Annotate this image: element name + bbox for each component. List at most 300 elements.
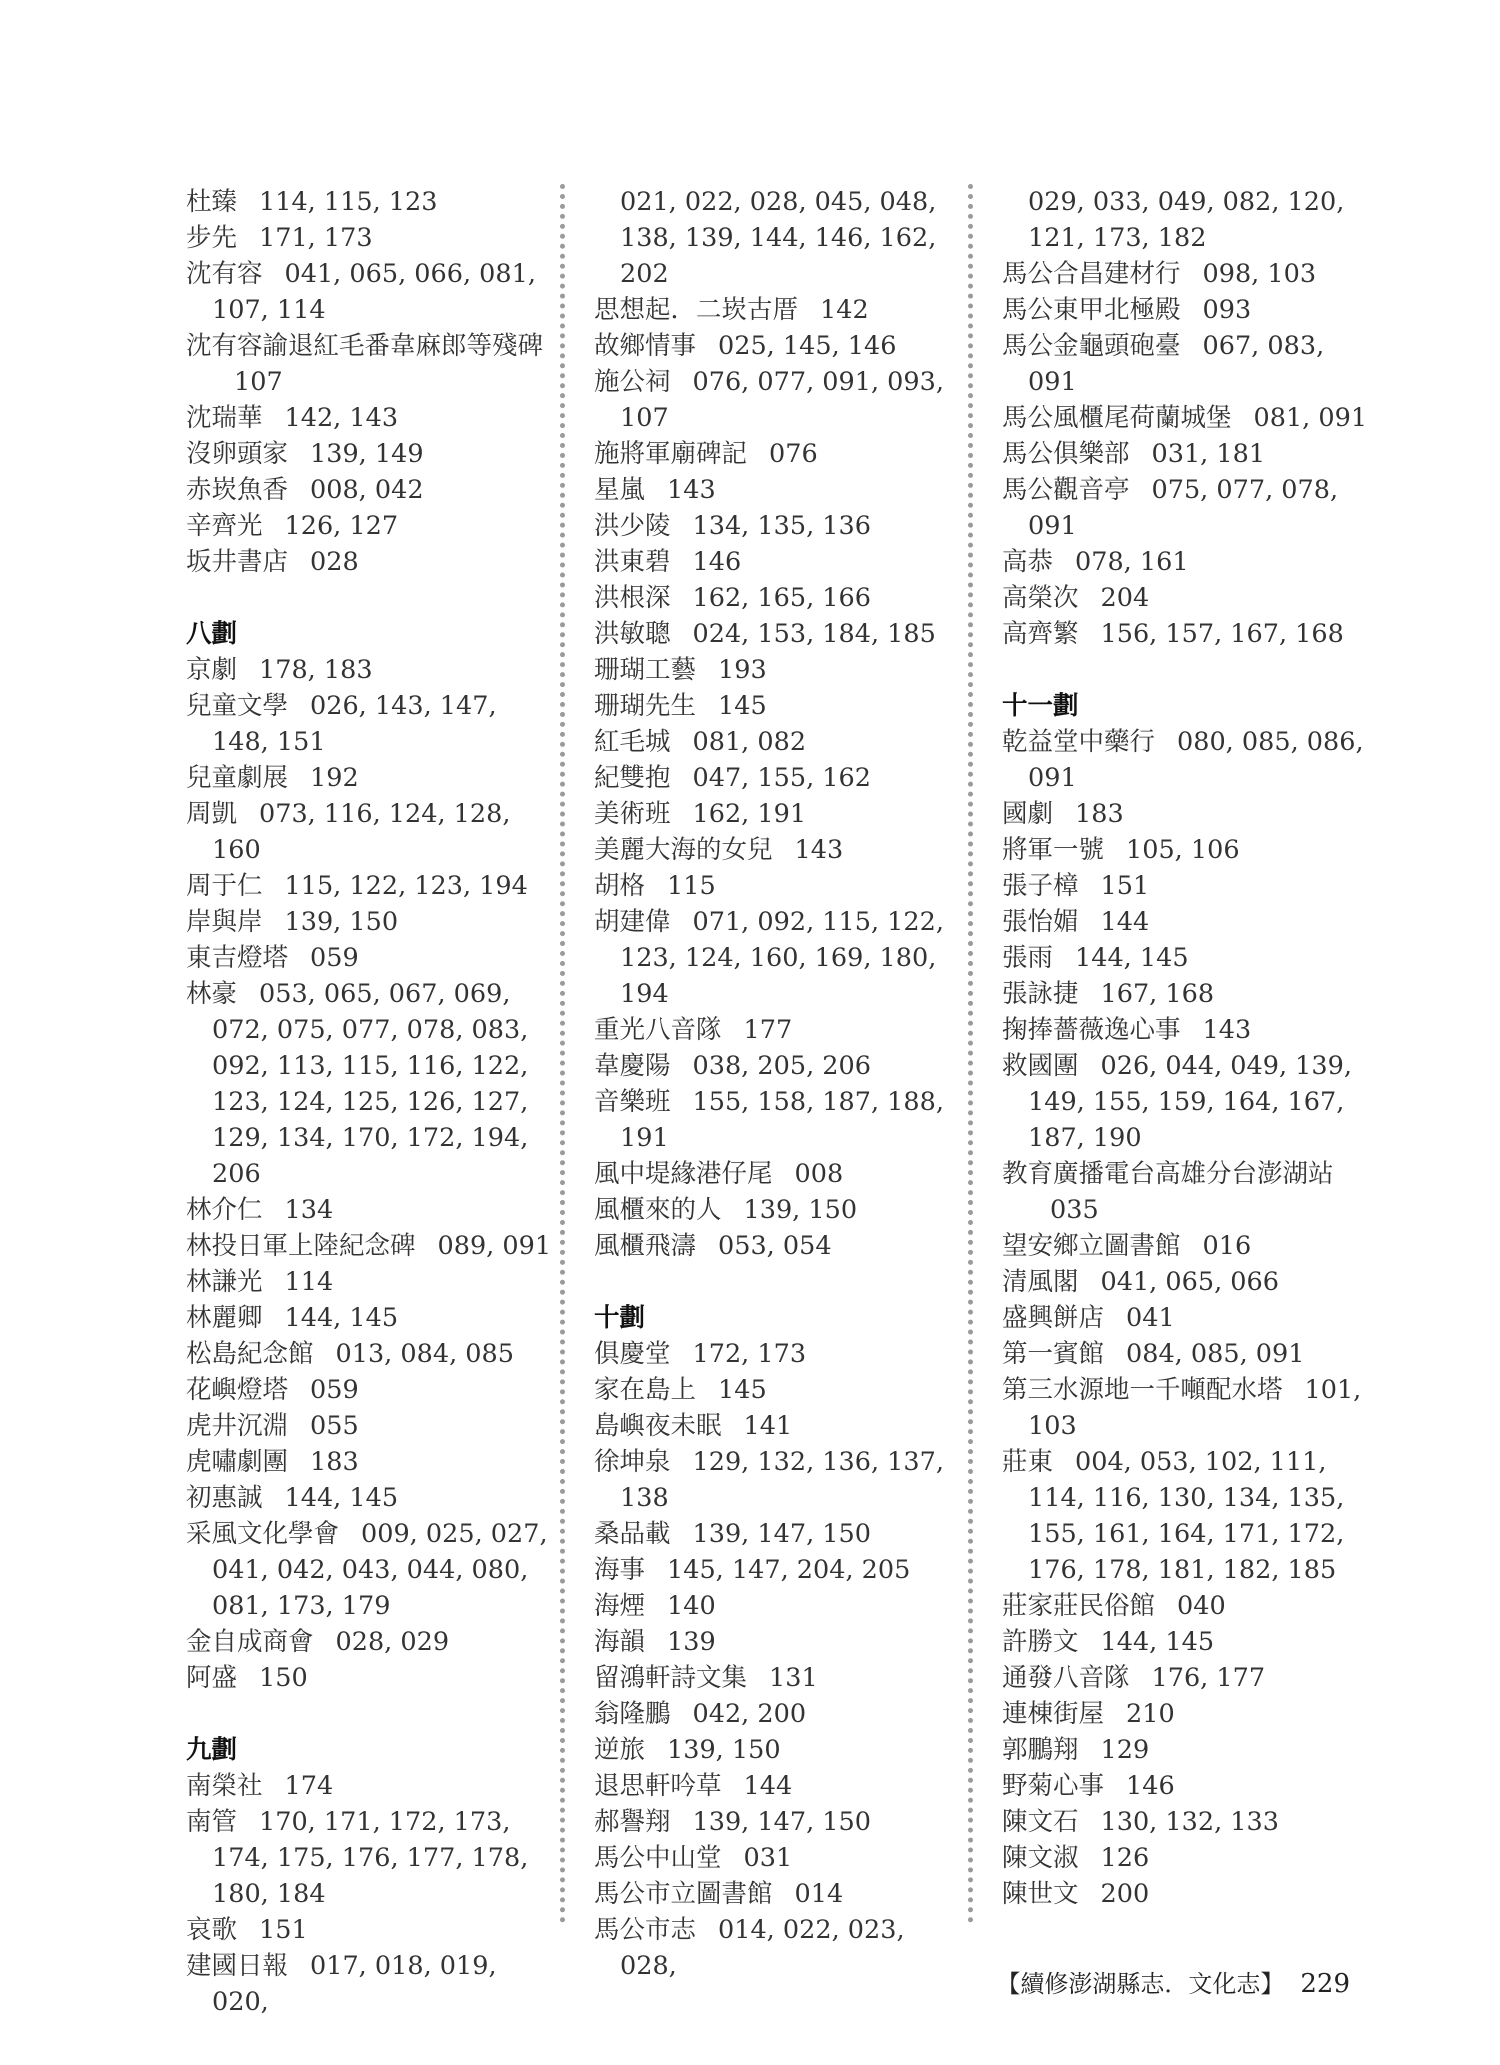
entry-term: 馬公觀音亭 <box>1002 475 1130 505</box>
entry-term: 盛興餅店 <box>1002 1303 1105 1333</box>
index-entry <box>1002 868 1372 904</box>
index-entry <box>186 1948 556 2020</box>
index-entry <box>186 976 556 1192</box>
entry-term: 林介仁 <box>186 1195 263 1225</box>
entry-pages: 146 <box>1126 1771 1175 1801</box>
index-entry <box>186 1336 556 1372</box>
index-entry <box>186 688 556 760</box>
index-entry <box>594 1444 964 1516</box>
entry-term: 美麗大海的女兒 <box>594 835 773 865</box>
entry-pages: 174 <box>284 1771 334 1801</box>
column-divider <box>968 184 973 1924</box>
entry-term: 海事 <box>594 1555 646 1585</box>
entry-term: 沒卵頭家 <box>186 439 289 469</box>
entry-pages: 139 <box>667 1627 716 1657</box>
index-entry <box>1002 1228 1372 1264</box>
entry-pages: 176, 177 <box>1151 1663 1266 1693</box>
entry-term: 許勝文 <box>1002 1627 1079 1657</box>
entry-pages: 055 <box>310 1411 359 1441</box>
entry-term: 馬公風櫃尾荷蘭城堡 <box>1002 403 1232 433</box>
entry-term: 張詠捷 <box>1002 979 1079 1009</box>
entry-pages: 028 <box>310 547 359 577</box>
entry-pages: 142, 143 <box>284 403 399 433</box>
entry-term: 施公祠 <box>594 367 671 397</box>
entry-term: 思想起．二崁古厝 <box>594 295 799 325</box>
entry-term: 高齊繁 <box>1002 619 1079 649</box>
entry-term: 郝譽翔 <box>594 1807 671 1837</box>
index-entry <box>594 1912 964 1984</box>
entry-pages: 155, 158, 187, 188, 191 <box>620 1087 944 1153</box>
entry-term: 陳文淑 <box>1002 1843 1079 1873</box>
index-entry <box>186 1912 556 1948</box>
entry-pages: 028, 029 <box>335 1627 450 1657</box>
index-entry <box>186 1228 556 1264</box>
entry-pages: 193 <box>718 655 767 685</box>
entry-pages: 200 <box>1100 1879 1150 1909</box>
entry-pages: 162, 165, 166 <box>692 583 871 613</box>
entry-pages: 115 <box>667 871 716 901</box>
entry-pages: 162, 191 <box>692 799 807 829</box>
entry-pages: 139, 147, 150 <box>692 1519 871 1549</box>
index-entry <box>594 472 964 508</box>
entry-term: 馬公市立圖書館 <box>594 1879 773 1909</box>
entry-term: 初惠誠 <box>186 1483 263 1513</box>
entry-pages: 013, 084, 085 <box>335 1339 514 1369</box>
index-entry <box>1002 1300 1372 1336</box>
entry-term: 望安鄉立圖書館 <box>1002 1231 1181 1261</box>
entry-pages: 035 <box>1050 1195 1099 1225</box>
entry-term: 清風閣 <box>1002 1267 1079 1297</box>
entry-pages: 141 <box>743 1411 793 1441</box>
entry-term: 美術班 <box>594 799 671 829</box>
entry-term: 林豪 <box>186 979 238 1009</box>
entry-pages: 026, 044, 049, 139, 149, 155, 159, 164, 167, 187, 190 <box>1028 1051 1352 1153</box>
index-entry <box>186 184 556 220</box>
index-entry <box>1002 1264 1372 1300</box>
footer-title: 【續修澎湖縣志．文化志】 <box>996 1970 1285 1998</box>
entry-pages: 017, 018, 019, 020, <box>212 1951 497 2017</box>
entry-pages: 145, 147, 204, 205 <box>667 1555 911 1585</box>
entry-pages: 130, 132, 133 <box>1100 1807 1279 1837</box>
entry-term: 虎嘯劇團 <box>186 1447 289 1477</box>
index-entry <box>1002 1156 1372 1228</box>
index-entry <box>594 1804 964 1840</box>
index-entry <box>594 364 964 436</box>
entry-term: 林麗卿 <box>186 1303 263 1333</box>
entry-pages: 031, 181 <box>1151 439 1266 469</box>
index-entry <box>1002 580 1372 616</box>
entry-term: 國劇 <box>1002 799 1054 829</box>
entry-term: 家在島上 <box>594 1375 697 1405</box>
entry-pages: 139, 150 <box>743 1195 858 1225</box>
entry-term: 兒童劇展 <box>186 763 289 793</box>
index-entry <box>1002 940 1372 976</box>
entry-term: 花嶼燈塔 <box>186 1375 289 1405</box>
index-entry <box>1002 256 1372 292</box>
index-entry <box>186 544 556 580</box>
entry-pages: 067, 083, 091 <box>1028 331 1325 397</box>
index-entry <box>594 724 964 760</box>
entry-pages: 134, 135, 136 <box>692 511 871 541</box>
index-entry <box>594 688 964 724</box>
index-entry <box>1002 1660 1372 1696</box>
index-entry <box>1002 1336 1372 1372</box>
entry-term: 馬公金龜頭砲臺 <box>1002 331 1181 361</box>
entry-term: 莊家莊民俗館 <box>1002 1591 1156 1621</box>
entry-pages: 146 <box>692 547 742 577</box>
index-entry-continuation <box>594 184 964 292</box>
entry-pages: 031 <box>743 1843 793 1873</box>
entry-term: 張子樟 <box>1002 871 1079 901</box>
entry-pages: 170, 171, 172, 173, 174, 175, 176, 177, 178, 180, 184 <box>212 1807 529 1909</box>
entry-term: 教育廣播電台高雄分台澎湖站 <box>1002 1159 1334 1189</box>
index-entry <box>1002 544 1372 580</box>
entry-term: 紅毛城 <box>594 727 671 757</box>
entry-term: 沈瑞華 <box>186 403 263 433</box>
index-entry <box>1002 1588 1372 1624</box>
page-footer <box>996 1964 1350 1999</box>
entry-pages: 144, 145 <box>1075 943 1189 973</box>
entry-pages: 081, 082 <box>692 727 807 757</box>
index-entry <box>594 832 964 868</box>
entry-pages: 144 <box>1100 907 1150 937</box>
index-entry <box>594 1372 964 1408</box>
entry-term: 馬公俱樂部 <box>1002 439 1130 469</box>
entry-term: 掬捧薔薇逸心事 <box>1002 1015 1181 1045</box>
entry-term: 胡建偉 <box>594 907 671 937</box>
entry-term: 紀雙抱 <box>594 763 671 793</box>
entry-pages: 144, 145 <box>284 1483 399 1513</box>
entry-pages: 177 <box>743 1015 793 1045</box>
entry-term: 洪少陵 <box>594 511 671 541</box>
index-entry <box>594 1696 964 1732</box>
entry-pages: 026, 143, 147, 148, 151 <box>212 691 497 757</box>
entry-term: 風櫃飛濤 <box>594 1231 697 1261</box>
section-heading: 八劃 <box>186 619 238 649</box>
index-entry <box>594 544 964 580</box>
entry-term: 重光八音隊 <box>594 1015 722 1045</box>
entry-pages: 139, 147, 150 <box>692 1807 871 1837</box>
entry-pages: 105, 106 <box>1126 835 1240 865</box>
column-divider <box>560 184 565 1924</box>
entry-pages: 145 <box>718 1375 767 1405</box>
entry-pages: 038, 205, 206 <box>692 1051 871 1081</box>
entry-term: 逆旅 <box>594 1735 646 1765</box>
entry-term: 第一賓館 <box>1002 1339 1105 1369</box>
entry-term: 陳文石 <box>1002 1807 1079 1837</box>
index-entry <box>594 1516 964 1552</box>
entry-term: 韋慶陽 <box>594 1051 671 1081</box>
index-entry <box>594 652 964 688</box>
entry-pages: 047, 155, 162 <box>692 763 871 793</box>
index-entry <box>1002 292 1372 328</box>
section-heading: 十劃 <box>594 1303 646 1333</box>
index-entry <box>186 1408 556 1444</box>
entry-term: 虎井沉淵 <box>186 1411 289 1441</box>
entry-pages: 024, 153, 184, 185 <box>692 619 936 649</box>
entry-term: 張雨 <box>1002 943 1054 973</box>
entry-term: 洪根深 <box>594 583 671 613</box>
entry-term: 張怡媚 <box>1002 907 1079 937</box>
entry-term: 高榮次 <box>1002 583 1079 613</box>
index-entry <box>1002 1804 1372 1840</box>
entry-term: 辛齊光 <box>186 511 263 541</box>
index-entry <box>186 796 556 868</box>
index-entry <box>1002 1624 1372 1660</box>
index-entry <box>1002 436 1372 472</box>
index-entry <box>186 652 556 688</box>
entry-term: 故鄉情事 <box>594 331 697 361</box>
index-entry <box>594 1732 964 1768</box>
entry-pages: 041 <box>1126 1303 1175 1333</box>
index-entry <box>1002 400 1372 436</box>
index-entry <box>594 1192 964 1228</box>
entry-pages: 183 <box>310 1447 359 1477</box>
entry-pages: 107 <box>234 367 283 397</box>
entry-pages: 145 <box>718 691 767 721</box>
entry-term: 翁隆鵬 <box>594 1699 671 1729</box>
entry-term: 南管 <box>186 1807 238 1837</box>
index-entry <box>594 1012 964 1048</box>
entry-term: 馬公東甲北極殿 <box>1002 295 1181 325</box>
index-entry <box>1002 328 1372 400</box>
entry-pages: 059 <box>310 1375 359 1405</box>
entry-term: 林投日軍上陸紀念碑 <box>186 1231 416 1261</box>
entry-pages: 129, 132, 136, 137, 138 <box>620 1447 944 1513</box>
entry-pages: 178, 183 <box>259 655 373 685</box>
entry-pages: 172, 173 <box>692 1339 807 1369</box>
entry-pages: 073, 116, 124, 128, 160 <box>212 799 511 865</box>
entry-pages: 131 <box>769 1663 818 1693</box>
entry-term: 施將軍廟碑記 <box>594 439 748 469</box>
index-entry <box>594 1768 964 1804</box>
entry-pages: 139, 149 <box>310 439 424 469</box>
entry-term: 第三水源地一千噸配水塔 <box>1002 1375 1283 1405</box>
index-entry <box>1002 904 1372 940</box>
entry-term: 徐坤泉 <box>594 1447 671 1477</box>
entry-pages: 139, 150 <box>284 907 399 937</box>
entry-term: 陳世文 <box>1002 1879 1079 1909</box>
entry-term: 連棟街屋 <box>1002 1699 1105 1729</box>
index-entry <box>186 508 556 544</box>
index-entry <box>186 1264 556 1300</box>
index-entry <box>186 472 556 508</box>
entry-pages: 129 <box>1100 1735 1150 1765</box>
index-entry <box>1002 1696 1372 1732</box>
entry-pages: 143 <box>667 475 716 505</box>
entry-term: 沈有容 <box>186 259 263 289</box>
entry-pages: 071, 092, 115, 122, 123, 124, 160, 169, 180, 194 <box>620 907 944 1009</box>
index-entry <box>594 1336 964 1372</box>
entry-pages: 142 <box>820 295 869 325</box>
index-entry <box>594 292 964 328</box>
entry-term: 周于仁 <box>186 871 263 901</box>
index-entry <box>186 1660 556 1696</box>
entry-pages: 016 <box>1202 1231 1252 1261</box>
index-entry <box>1002 724 1372 796</box>
index-entry <box>594 508 964 544</box>
entry-pages: 167, 168 <box>1100 979 1215 1009</box>
section-heading: 十一劃 <box>1002 691 1079 721</box>
entry-pages: 041, 065, 066, 081, 107, 114 <box>212 259 536 325</box>
index-entry <box>186 868 556 904</box>
index-entry <box>186 1804 556 1912</box>
entry-pages: 009, 025, 027, 041, 042, 043, 044, 080, 081, 173, 179 <box>212 1519 548 1621</box>
entry-pages: 143 <box>794 835 844 865</box>
entry-term: 野菊心事 <box>1002 1771 1105 1801</box>
entry-pages: 098, 103 <box>1202 259 1317 289</box>
index-entry-continuation <box>1002 184 1372 256</box>
index-entry <box>1002 472 1372 544</box>
entry-term: 金自成商會 <box>186 1627 314 1657</box>
entry-pages: 004, 053, 102, 111, 114, 116, 130, 134, 135, 155, 161, 164, 171, 172, 176, 178, 181, 182, 185 <box>1028 1447 1345 1585</box>
entry-term: 周凱 <box>186 799 238 829</box>
index-entry <box>186 1372 556 1408</box>
entry-pages: 150 <box>259 1663 308 1693</box>
entry-term: 風中堤緣港仔尾 <box>594 1159 773 1189</box>
entry-pages: 014, 022, 023, 028, <box>620 1915 905 1981</box>
entry-term: 馬公中山堂 <box>594 1843 722 1873</box>
index-entry <box>1002 796 1372 832</box>
entry-pages: 053, 065, 067, 069, 072, 075, 077, 078, 083, 092, 113, 115, 116, 122, 123, 124, 125, 126, 127, 129, 134, 170, 172, 194, 206 <box>212 979 529 1189</box>
entry-term: 退思軒吟草 <box>594 1771 722 1801</box>
entry-term: 通發八音隊 <box>1002 1663 1130 1693</box>
entry-pages: 080, 085, 086, 091 <box>1028 727 1364 793</box>
entry-pages: 076 <box>769 439 818 469</box>
index-entry <box>186 1516 556 1624</box>
entry-pages: 041, 065, 066 <box>1100 1267 1279 1297</box>
index-entry <box>186 400 556 436</box>
index-entry <box>1002 1840 1372 1876</box>
entry-term: 松島紀念館 <box>186 1339 314 1369</box>
entry-pages: 040 <box>1177 1591 1226 1621</box>
index-entry <box>594 1156 964 1192</box>
index-entry <box>186 1444 556 1480</box>
entry-pages: 115, 122, 123, 194 <box>284 871 528 901</box>
entry-pages: 210 <box>1126 1699 1175 1729</box>
entry-term: 采風文化學會 <box>186 1519 340 1549</box>
index-column-2 <box>594 184 964 1984</box>
index-entry <box>594 1660 964 1696</box>
index-entry <box>594 436 964 472</box>
entry-term: 海煙 <box>594 1591 646 1621</box>
entry-term: 珊瑚先生 <box>594 691 697 721</box>
entry-term: 救國團 <box>1002 1051 1079 1081</box>
entry-term: 岸與岸 <box>186 907 263 937</box>
entry-term: 珊瑚工藝 <box>594 655 697 685</box>
entry-term: 東吉燈塔 <box>186 943 289 973</box>
entry-pages: 075, 077, 078, 091 <box>1028 475 1339 541</box>
index-entry <box>1002 1012 1372 1048</box>
entry-term: 京劇 <box>186 655 238 685</box>
index-entry <box>1002 976 1372 1012</box>
index-entry <box>594 760 964 796</box>
entry-term: 洪敏聰 <box>594 619 671 649</box>
index-entry <box>1002 1372 1372 1444</box>
entry-term: 島嶼夜未眠 <box>594 1411 722 1441</box>
index-column-1 <box>186 184 556 2020</box>
entry-pages: 021, 022, 028, 045, 048, 138, 139, 144, 146, 162, 202 <box>620 187 937 289</box>
entry-term: 步先 <box>186 223 238 253</box>
index-entry <box>594 1408 964 1444</box>
index-entry <box>594 868 964 904</box>
index-entry <box>1002 1768 1372 1804</box>
entry-pages: 084, 085, 091 <box>1126 1339 1305 1369</box>
entry-pages: 014 <box>794 1879 844 1909</box>
index-entry <box>1002 1732 1372 1768</box>
entry-pages: 171, 173 <box>259 223 373 253</box>
entry-term: 坂井書店 <box>186 547 289 577</box>
index-entry <box>594 1876 964 1912</box>
entry-pages: 183 <box>1075 799 1124 829</box>
index-entry <box>1002 1444 1372 1588</box>
index-entry <box>1002 832 1372 868</box>
entry-pages: 081, 091 <box>1253 403 1368 433</box>
entry-pages: 042, 200 <box>692 1699 807 1729</box>
entry-pages: 156, 157, 167, 168 <box>1100 619 1344 649</box>
entry-pages: 144, 145 <box>1100 1627 1215 1657</box>
entry-pages: 093 <box>1202 295 1252 325</box>
entry-pages: 076, 077, 091, 093, 107 <box>620 367 944 433</box>
index-entry <box>186 1624 556 1660</box>
entry-term: 胡格 <box>594 871 646 901</box>
entry-pages: 008, 042 <box>310 475 424 505</box>
index-entry <box>594 1552 964 1588</box>
entry-pages: 140 <box>667 1591 716 1621</box>
entry-pages: 078, 161 <box>1075 547 1189 577</box>
entry-term: 馬公合昌建材行 <box>1002 259 1181 289</box>
entry-term: 桑品載 <box>594 1519 671 1549</box>
entry-term: 留鴻軒詩文集 <box>594 1663 748 1693</box>
entry-term: 赤崁魚香 <box>186 475 289 505</box>
index-entry <box>186 328 556 400</box>
entry-term: 沈有容諭退紅毛番韋麻郎等殘碑 <box>186 331 544 361</box>
index-entry <box>1002 616 1372 652</box>
index-entry <box>594 1048 964 1084</box>
index-entry <box>594 616 964 652</box>
entry-term: 風櫃來的人 <box>594 1195 722 1225</box>
entry-pages: 059 <box>310 943 359 973</box>
entry-pages: 204 <box>1100 583 1150 613</box>
entry-term: 哀歌 <box>186 1915 238 1945</box>
entry-term: 俱慶堂 <box>594 1339 671 1369</box>
entry-term: 兒童文學 <box>186 691 289 721</box>
index-entry <box>186 436 556 472</box>
index-entry <box>1002 1876 1372 1912</box>
page-number: 229 <box>1300 1969 1350 1999</box>
entry-pages: 151 <box>1100 871 1150 901</box>
index-entry <box>1002 1048 1372 1156</box>
index-entry <box>186 1300 556 1336</box>
entry-term: 南榮社 <box>186 1771 263 1801</box>
entry-pages: 139, 150 <box>667 1735 781 1765</box>
index-entry <box>186 256 556 328</box>
entry-term: 林謙光 <box>186 1267 263 1297</box>
entry-term: 高恭 <box>1002 547 1054 577</box>
entry-term: 杜臻 <box>186 187 238 217</box>
index-entry <box>186 940 556 976</box>
entry-term: 阿盛 <box>186 1663 238 1693</box>
index-entry <box>594 904 964 1012</box>
entry-pages: 143 <box>1202 1015 1252 1045</box>
index-entry <box>186 904 556 940</box>
index-entry <box>186 220 556 256</box>
index-entry <box>594 796 964 832</box>
entry-pages: 114 <box>284 1267 334 1297</box>
index-column-3 <box>1002 184 1372 1912</box>
entry-pages: 029, 033, 049, 082, 120, 121, 173, 182 <box>1028 187 1345 253</box>
index-entry <box>186 1192 556 1228</box>
